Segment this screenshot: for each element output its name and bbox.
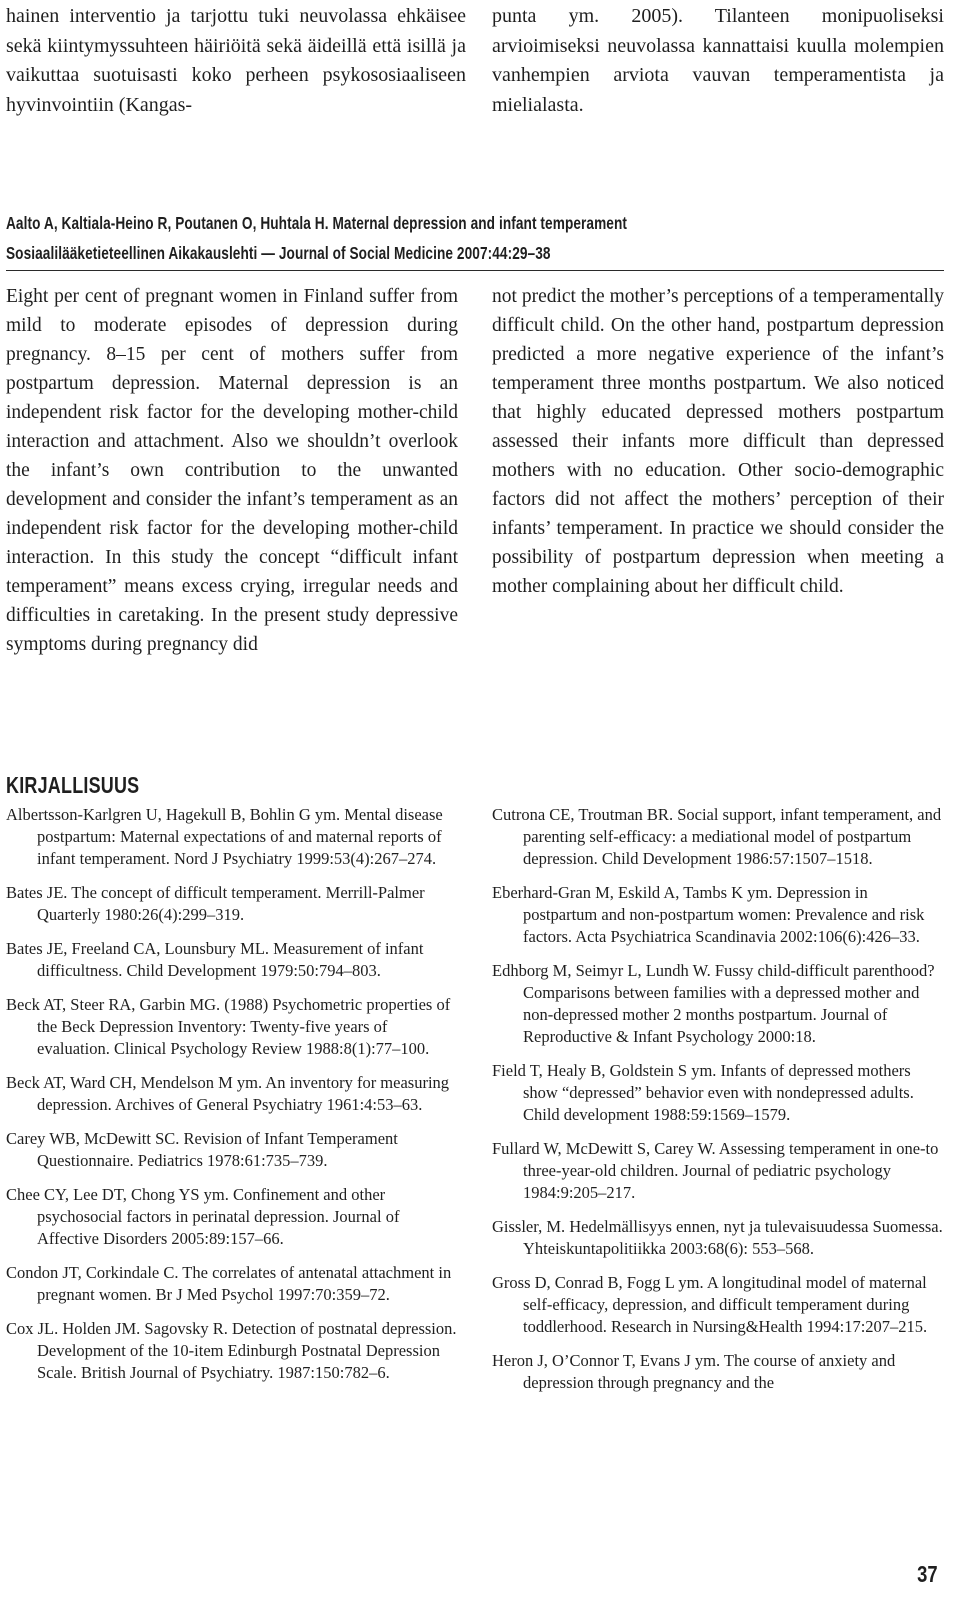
reference-item: Beck AT, Ward CH, Mendelson M ym. An inventory for measuring depression. Archives of General Psychiatry 1961:4:53–63.	[6, 1073, 450, 1114]
reference-item: Heron J, O’Connor T, Evans J ym. The course of anxiety and depression through pregnancy and the	[492, 1351, 896, 1392]
continued-body-text	[6, 2, 944, 120]
reference-item: Bates JE. The concept of difficult temperament. Merrill-Palmer Quarterly 1980:26(4):299–319.	[6, 883, 425, 924]
reference-column-left	[6, 804, 461, 1406]
references-heading: KIRJALLISUUS	[6, 772, 140, 798]
english-abstract	[6, 282, 944, 659]
reference-item: Field T, Healy B, Goldstein S ym. Infants of depressed mothers show “depressed” behavior even with nondepressed adults. Child development 1988:59:1569–1579.	[492, 1061, 914, 1124]
reference-item: Edhborg M, Seimyr L, Lundh W. Fussy child-difficult parenthood? Comparisons between families with a depressed mother and non-depressed mother 2 months postpartum. Journal of Reproductive & Infant Psychology 2000:18.	[492, 961, 935, 1046]
reference-item: Albertsson-Karlgren U, Hagekull B, Bohlin G ym. Mental disease postpartum: Maternal expectations of and maternal reports of infant temperament. Nord J Psychiatry 1999:53(4):267–274.	[6, 805, 443, 868]
reference-item: Gissler, M. Hedelmällisyys ennen, nyt ja tulevaisuudessa Suomessa. Yhteiskuntapolitiikka 2003:68(6): 553–568.	[492, 1217, 943, 1258]
reference-item: Bates JE, Freeland CA, Lounsbury ML. Measurement of infant difficultness. Child Development 1979:50:794–803.	[6, 939, 424, 980]
citation-authors-title: Aalto A, Kaltiala-Heino R, Poutanen O, Huhtala H. Maternal depression and infant temperament	[6, 213, 628, 233]
article-citation	[6, 208, 739, 268]
reference-item: Carey WB, McDewitt SC. Revision of Infant Temperament Questionnaire. Pediatrics 1978:61:735–739.	[6, 1129, 398, 1170]
page-number: 37	[917, 1561, 938, 1587]
reference-item: Condon JT, Corkindale C. The correlates of antenatal attachment in pregnant women. Br J Med Psychol 1997:70:359–72.	[6, 1263, 452, 1304]
reference-item: Cutrona CE, Troutman BR. Social support, infant temperament, and parenting self-efficacy: a mediational model of postpartum depression. Child Development 1986:57:1507–1518.	[492, 805, 942, 868]
abstract-left-column: Eight per cent of pregnant women in Finland suffer from mild to moderate episodes of depression during pregnancy. 8–15 per cent of mothers suffer from postpartum depression. Maternal depression is an independent risk factor for the developing mother-child interaction and attachment. Also we shouldn’t overlook the infant’s own contribution to the unwanted development and consider the infant’s temperament as an independent risk factor for the developing mother-child interaction. In this study the concept “difficult infant temperament” means excess crying, irregular needs and difficulties in caretaking. In the present study depressive symptoms during pregnancy did	[6, 286, 458, 655]
reference-item: Cox JL. Holden JM. Sagovsky R. Detection of postnatal depression. Development of the 10-item Edinburgh Postnatal Depression Scale. British Journal of Psychiatry. 1987:150:782–6.	[6, 1319, 457, 1382]
reference-item: Chee CY, Lee DT, Chong YS ym. Confinement and other psychosocial factors in perinatal depression. Journal of Affective Disorders 2005:89:157–66.	[6, 1185, 400, 1248]
reference-item: Gross D, Conrad B, Fogg L ym. A longitudinal model of maternal self-efficacy, depression, and difficult temperament during toddlerhood. Research in Nursing&Health 1994:17:207–215.	[492, 1273, 928, 1336]
reference-list	[6, 804, 944, 1406]
citation-journal: Sosiaalilääketieteellinen Aikakauslehti — Journal of Social Medicine 2007:44:29–38	[6, 243, 551, 263]
reference-column-right	[492, 804, 944, 1406]
reference-item: Fullard W, McDewitt S, Carey W. Assessing temperament in one-to three-year-old children. Journal of pediatric psychology 1984:9:205–217.	[492, 1139, 939, 1202]
reference-item: Eberhard-Gran M, Eskild A, Tambs K ym. Depression in postpartum and non-postpartum women: Prevalence and risk factors. Acta Psychiatrica Scandinavia 2002:106(6):426–33.	[492, 883, 925, 946]
reference-item: Beck AT, Steer RA, Garbin MG. (1988) Psychometric properties of the Beck Depression Inventory: Twenty-five years of evaluation. Clinical Psychology Review 1988:8(1):77–100.	[6, 995, 451, 1058]
body-text-right: punta ym. 2005). Tilanteen monipuoliseksi arvioimiseksi neuvolassa kannattaisi kuulla molempien vanhempien arviota vauvan temperamentista ja mielialasta.	[492, 5, 944, 116]
body-text-left: hainen interventio ja tarjottu tuki neuvolassa ehkäisee sekä kiintymyssuhteen häiriöitä sekä äideillä että isillä ja vaikuttaa suotuisasti koko perheen psykososiaaliseen hyvinvointiin (Kangas-	[6, 5, 466, 116]
abstract-right-column: not predict the mother’s perceptions of a temperamentally difficult child. On the other hand, postpartum depression predicted a more negative experience of the infant’s temperament three months postpartum. We also noticed that highly educated depressed mothers postpartum assessed their infants more difficult than depressed mothers with no education. Other socio-demographic factors did not affect the mothers’ perception of their infants’ temperament. In practice we should consider the possibility of postpartum depression when meeting a mother complaining about her difficult child.	[492, 286, 944, 597]
divider-rule	[6, 270, 944, 271]
